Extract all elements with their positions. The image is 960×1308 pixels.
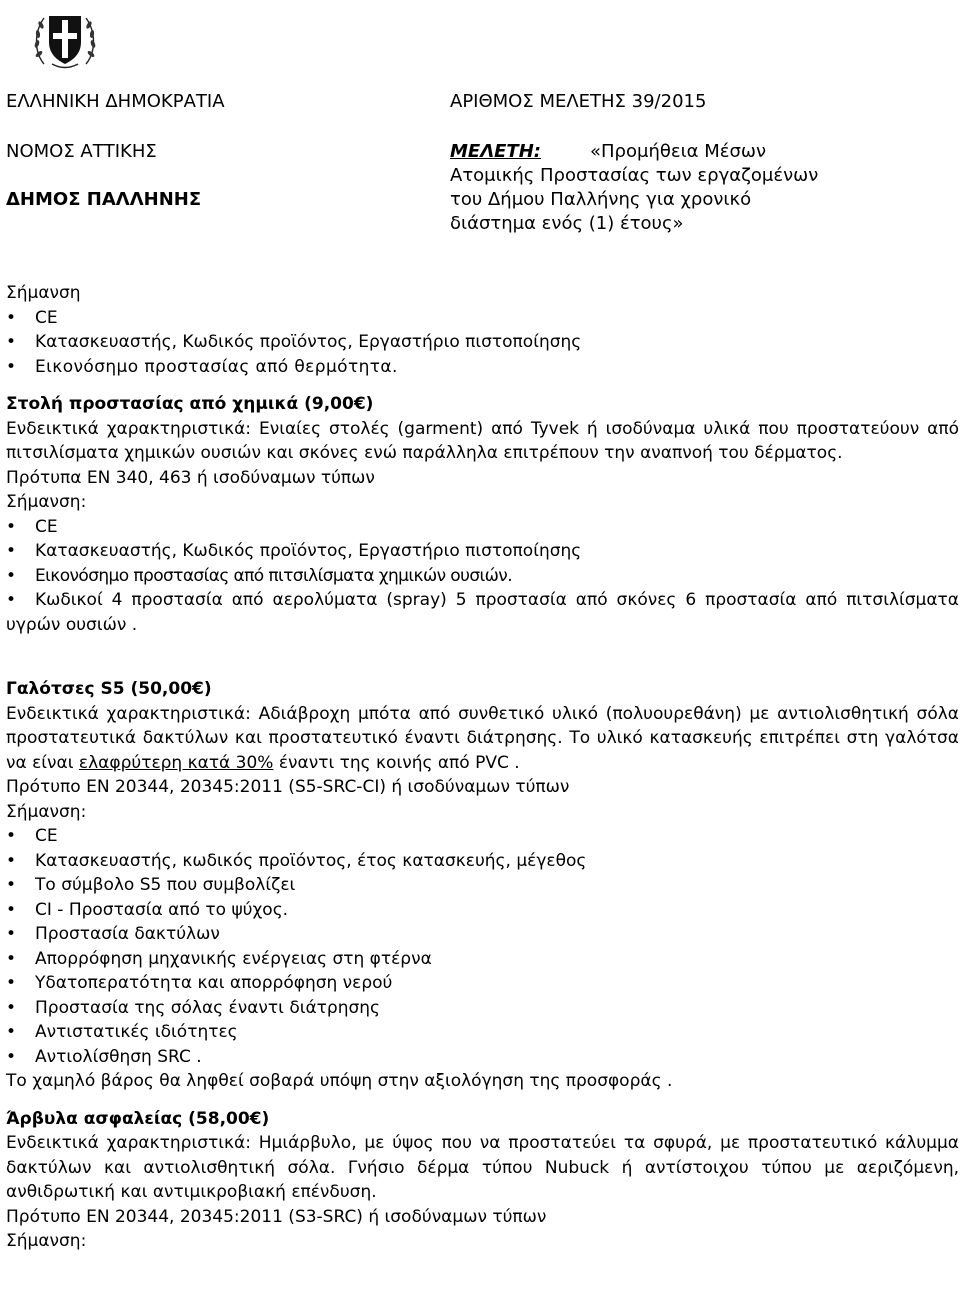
marking-list — [6, 824, 959, 1069]
list-item: • Απορρόφηση μηχανικής ενέργειας στη φτέρνα — [6, 947, 959, 972]
marking-label: Σήμανση: — [6, 801, 87, 822]
section-standards: Πρότυπο ΕΝ 20344, 20345:2011 (S5-SRC-CI) ή ισοδύναμων τύπων — [6, 777, 570, 797]
study-title-line-1: «Προμήθεια Μέσων — [590, 141, 767, 162]
prefecture-label: ΝΟΜΟΣ ΑΤΤΙΚΗΣ — [6, 141, 157, 162]
marking-label: Σήμανση — [6, 283, 81, 303]
list-item: • Κωδικοί 4 προστασία από αερολύματα (spray) 5 προστασία από σκόνες 6 προστασία από πιτσιλίσματα υγρών ουσιών . — [6, 588, 959, 637]
list-item: • Αντιολίσθηση SRC . — [6, 1045, 959, 1070]
section-title: Άρβυλα ασφαλείας (58,00€) — [6, 1108, 270, 1129]
section-description: Ενδεικτικά χαρακτηριστικά: Ημιάρβυλο, με ύψος που να προστατεύει τα σφυρά, με προστατευτικό κάλυμμα δακτύλων και αντιολισθητική σόλα. Γνήσιο δέρμα τύπου Nubuck ή αντίστοιχου τύπου με αεριζόμενη, ανθιδρωτική και αντιμικροβιακή επένδυση. — [6, 1133, 959, 1202]
marking-list — [6, 515, 959, 638]
study-label: ΜΕΛΕΤΗ: — [450, 141, 541, 162]
list-item: • Εικονόσημο προστασίας από πιτσιλίσματα χημικών ουσιών. — [6, 564, 959, 589]
list-item: • CE — [6, 306, 959, 331]
list-item: • CE — [6, 824, 959, 849]
list-item: • CI - Προστασία από το ψύχος. — [6, 898, 959, 923]
description-text: Ενδεικτικά χαρακτηριστικά: Αδιάβροχη μπότα από συνθετικό υλικό (πολυουρεθάνη) με αντιολισθητική σόλα προστατευτικά δακτύλων και προστατευτικό έναντι διάτρησης. Το υλικό κατασκευής επιτρέπει στη γαλότσα να είναι — [6, 703, 959, 773]
list-item: • Προστασία της σόλας έναντι διάτρησης — [6, 996, 959, 1021]
list-item: • Κατασκευαστής, Κωδικός προϊόντος, Εργαστήριο πιστοποίησης — [6, 539, 959, 564]
municipality-label: ΔΗΜΟΣ ΠΑΛΛΗΝΗΣ — [6, 189, 202, 210]
republic-label: ΕΛΛΗΝΙΚΗ ΔΗΜΟΚΡΑΤΙΑ — [6, 91, 225, 112]
section-note: Το χαμηλό βάρος θα ληφθεί σοβαρά υπόψη στην αξιολόγηση της προσφοράς . — [6, 1071, 673, 1091]
underlined-text: ελαφρύτερη κατά 30% — [78, 752, 274, 773]
section-description: Ενδεικτικά χαρακτηριστικά: Ενιαίες στολές (garment) από Tyvek ή ισοδύναμα υλικά που προστατεύουν από πιτσιλίσματα χημικών ουσιών και σκόνες ενώ παράλληλα επιτρέπουν την αναπνοή του δέρματος. — [6, 418, 959, 463]
list-item: • Προστασία δακτύλων — [6, 922, 959, 947]
list-item: • Υδατοπερατότητα και απορρόφηση νερού — [6, 971, 959, 996]
marking-label: Σήμανση: — [6, 1231, 87, 1251]
section-description — [6, 702, 959, 776]
document-body — [6, 281, 959, 1254]
study-title-line-4: διάστημα ενός (1) έτους» — [450, 213, 684, 234]
list-item: • Αντιστατικές ιδιότητες — [6, 1020, 959, 1045]
study-number: ΑΡΙΘΜΟΣ ΜΕΛΕΤΗΣ 39/2015 — [450, 91, 707, 112]
list-item: • CE — [6, 515, 959, 540]
list-item: • Το σύμβολο S5 που συμβολίζει — [6, 873, 959, 898]
coat-of-arms-icon — [30, 4, 100, 72]
section-standards: Πρότυπα ΕΝ 340, 463 ή ισοδύναμων τύπων — [6, 467, 375, 488]
list-item: • Κατασκευαστής, κωδικός προϊόντος, έτος κατασκευής, μέγεθος — [6, 849, 959, 874]
section-standards: Πρότυπο ΕΝ 20344, 20345:2011 (S3-SRC) ή ισοδύναμων τύπων — [6, 1206, 547, 1227]
section-title: Γαλότσες S5 (50,00€) — [6, 679, 212, 699]
list-item: • Εικονόσημο προστασίας από θερμότητα. — [6, 355, 959, 380]
list-item: • Κατασκευαστής, Κωδικός προϊόντος, Εργαστήριο πιστοποίησης — [6, 330, 959, 355]
marking-label: Σήμανση: — [6, 492, 87, 512]
description-text: έναντι της κοινής από PVC . — [273, 752, 520, 773]
section-title: Στολή προστασίας από χημικά (9,00€) — [6, 394, 374, 414]
marking-list — [6, 306, 959, 380]
study-title-line-2: Ατομικής Προστασίας των εργαζομένων — [450, 165, 819, 186]
study-title-block — [450, 140, 910, 236]
study-title-line-3: του Δήμου Παλλήνης για χρονικό — [450, 189, 752, 210]
